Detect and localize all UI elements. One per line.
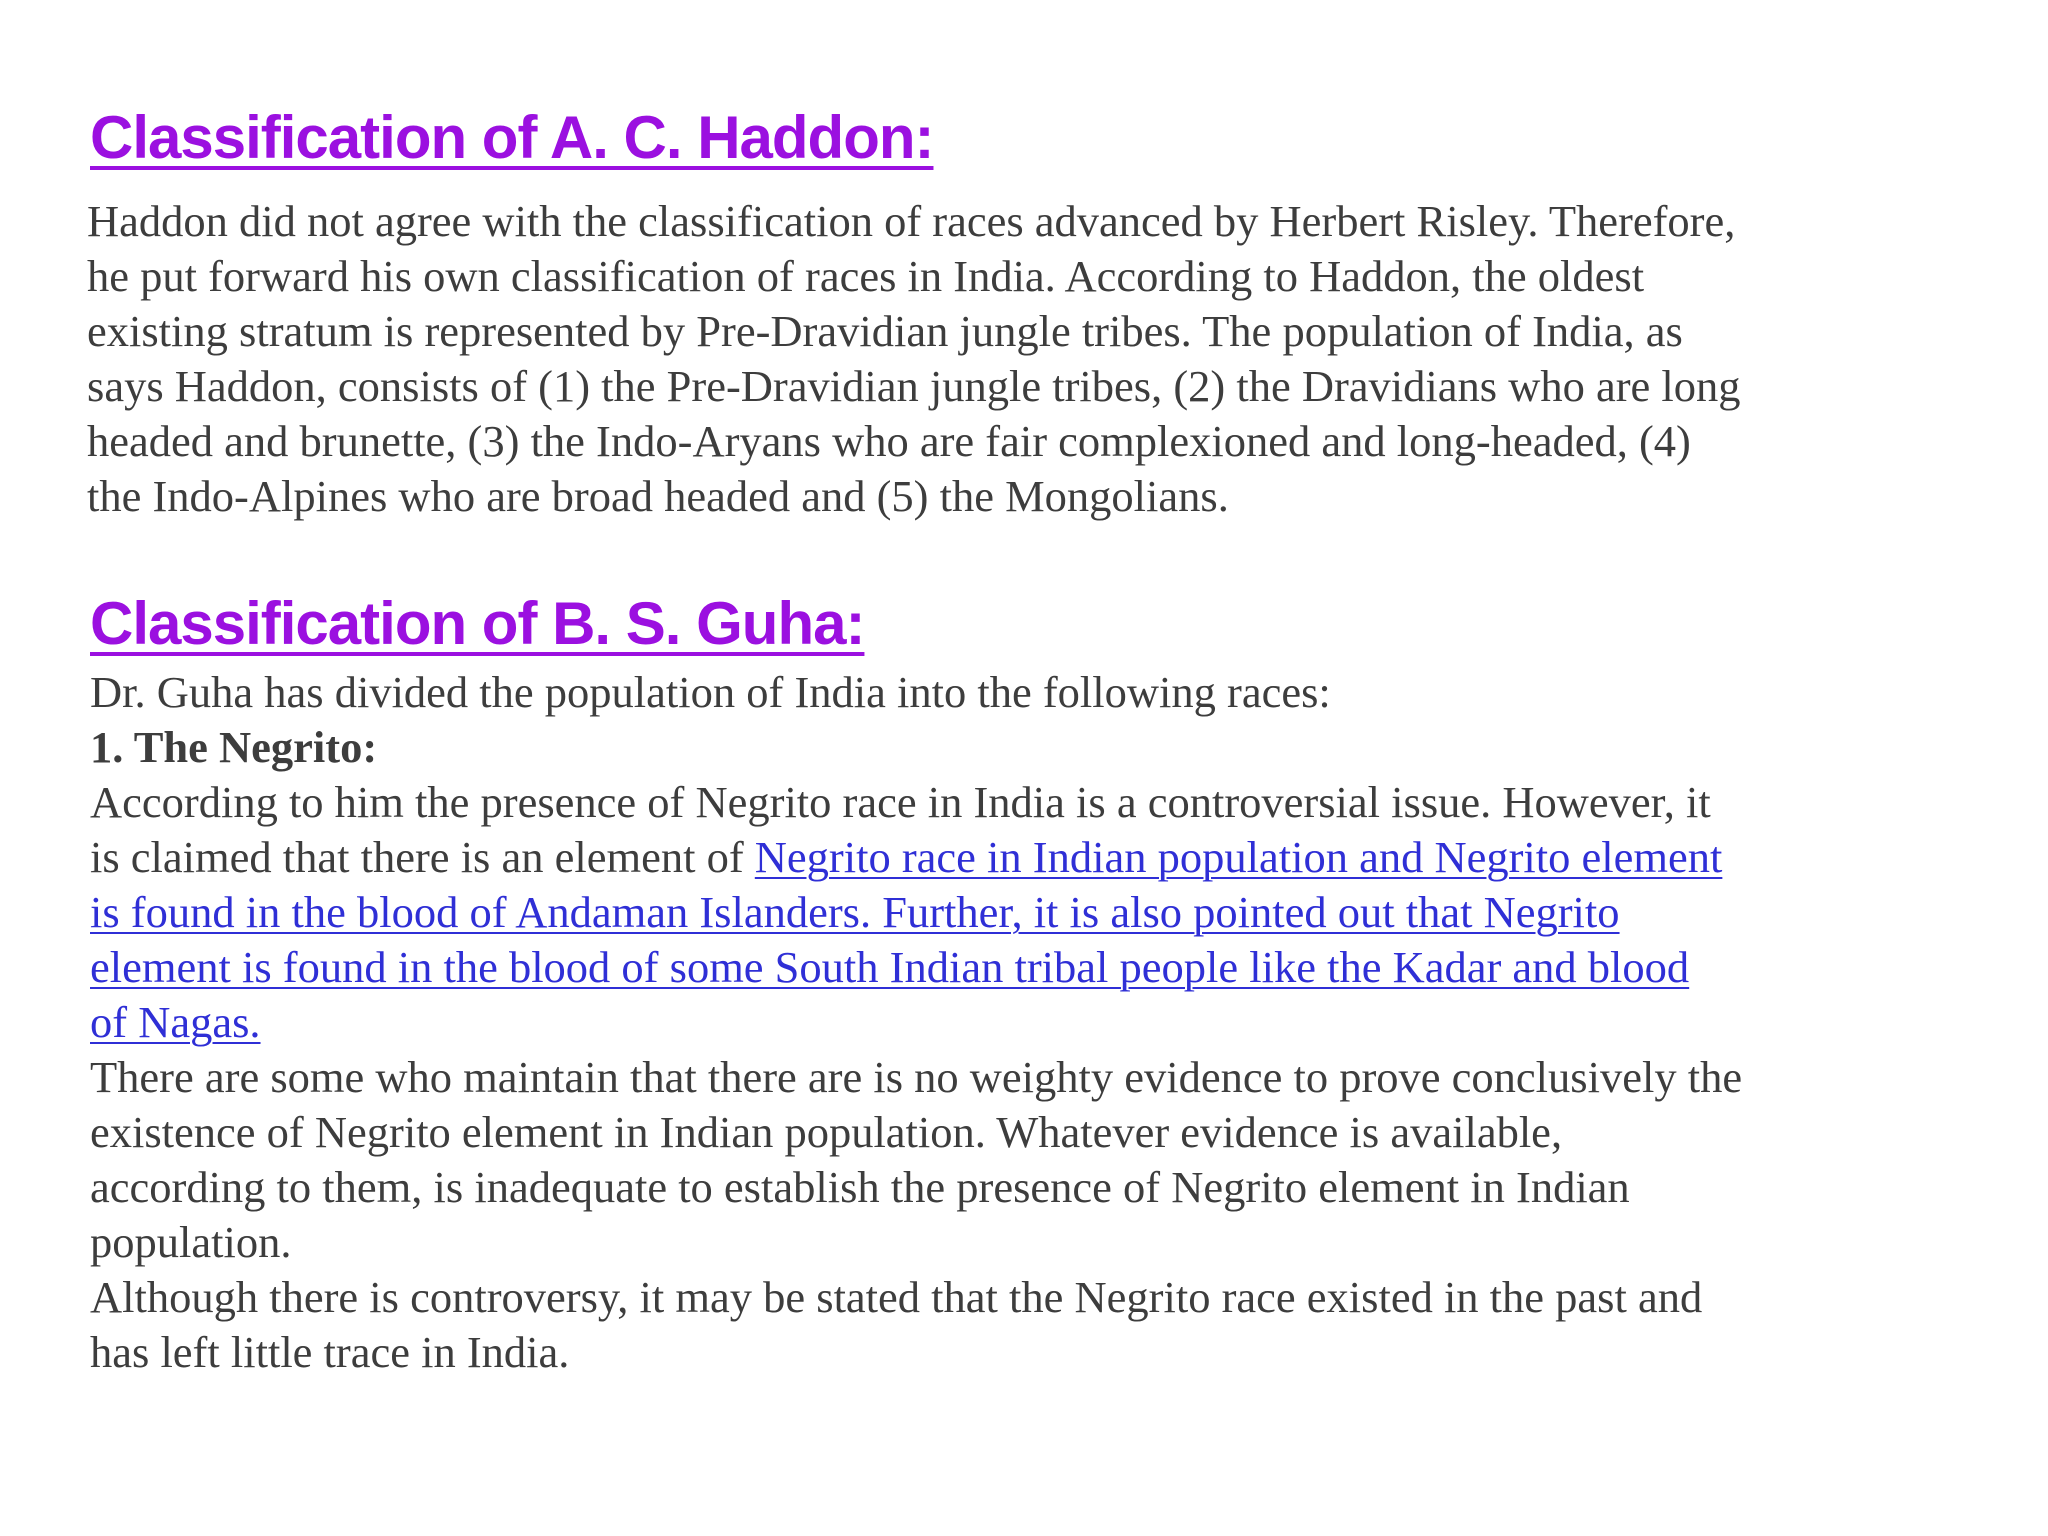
negrito-para2-line: There are some who maintain that there are is no weighty evidence to prove conclusively the [90, 1052, 1743, 1102]
haddon-line: Haddon did not agree with the classification of races advanced by Herbert Risley. Therefore, [87, 196, 1736, 246]
negrito-para3-line: has left little trace in India. [90, 1327, 570, 1377]
haddon-paragraph [87, 194, 1741, 524]
negrito-para1-line: According to him the presence of Negrito race in India is a controversial issue. However, it [90, 777, 1711, 827]
negrito-para2-line: existence of Negrito element in Indian population. Whatever evidence is available, [90, 1107, 1563, 1157]
negrito-para2-line: according to them, is inadequate to establish the presence of Negrito element in Indian [90, 1162, 1630, 1212]
haddon-heading: Classification of A. C. Haddon: [90, 104, 934, 171]
guha-heading: Classification of B. S. Guha: [90, 590, 865, 657]
negrito-para3-line: Although there is controversy, it may be stated that the Negrito race existed in the past and [90, 1272, 1703, 1322]
guha-intro: Dr. Guha has divided the population of India into the following races: [90, 667, 1331, 717]
negrito-link-start[interactable]: Negrito race in Indian population and Negrito element [754, 832, 1723, 882]
negrito-subheading: 1. The Negrito: [90, 722, 378, 772]
haddon-line: says Haddon, consists of (1) the Pre-Dravidian jungle tribes, (2) the Dravidians who are long [87, 361, 1741, 411]
negrito-para2-line: population. [90, 1217, 292, 1267]
negrito-link-line [90, 885, 1742, 940]
negrito-link-end[interactable]: of Nagas. [90, 997, 261, 1047]
haddon-line: headed and brunette, (3) the Indo-Aryans who are fair complexioned and long-headed, (4) [87, 416, 1691, 466]
haddon-line: existing stratum is represented by Pre-Dravidian jungle tribes. The population of India, as [87, 306, 1683, 356]
negrito-para1-line [90, 830, 1742, 885]
haddon-line: he put forward his own classification of races in India. According to Haddon, the oldest [87, 251, 1645, 301]
negrito-link-line [90, 995, 1742, 1050]
haddon-line: the Indo-Alpines who are broad headed and (5) the Mongolians. [87, 471, 1229, 521]
negrito-link[interactable]: element is found in the blood of some South Indian tribal people like the Kadar and blood [90, 942, 1690, 992]
negrito-link[interactable]: is found in the blood of Andaman Islanders. Further, it is also pointed out that Negrito [90, 887, 1620, 937]
negrito-para1-text: is claimed that there is an element of [90, 832, 755, 882]
guha-section [90, 665, 1742, 1380]
negrito-link-line [90, 940, 1742, 995]
